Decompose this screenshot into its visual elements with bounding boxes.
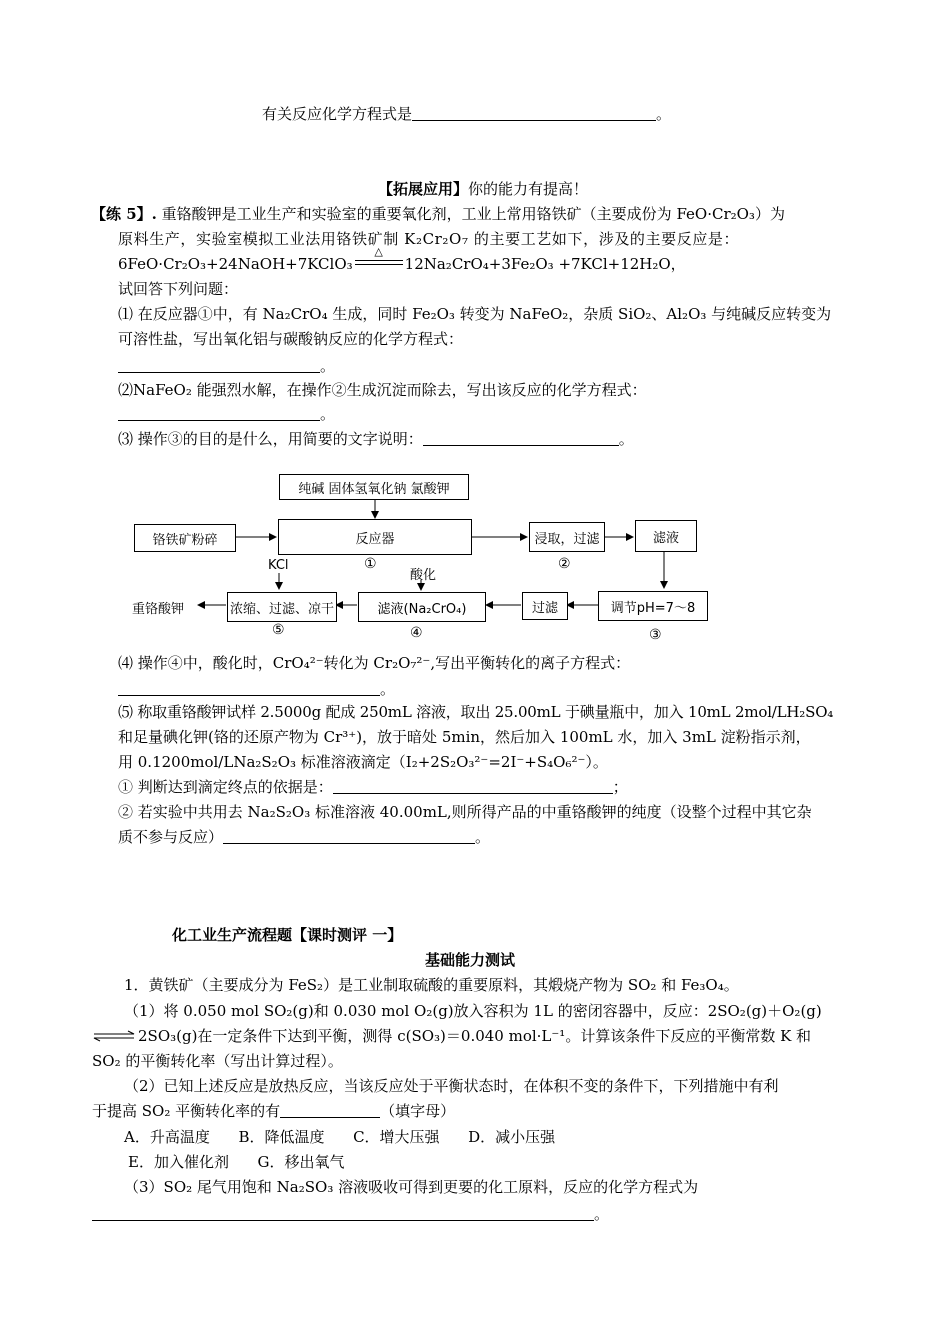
- intro-line-2: 原料生产，实验室模拟工业法用铬铁矿制 K₂Cr₂O₇ 的主要工艺如下，涉及的主要反应是：: [118, 230, 740, 248]
- heat-arrow: [353, 245, 405, 274]
- equation-prompt-line: [262, 104, 671, 124]
- test-subtitle: 基础能力测试: [425, 951, 516, 969]
- options-row-2: E．加入催化剂 G．移出氧气: [128, 1153, 345, 1171]
- q5-sub-2-line-2: [118, 827, 490, 847]
- equation-prompt: 有关反应化学方程式是: [262, 105, 413, 123]
- heat-condition: △: [374, 245, 383, 258]
- q5-line-1: ⑸ 称取重铬酸钾试样 2.5000g 配成 250mL 溶液，取出 25.00mL 于碘量瓶中，加入 10mL 2mol/LH₂SO₄: [118, 703, 834, 721]
- semicolon: ；: [612, 778, 628, 796]
- test-title: 化工业生产流程题【课时测评 一】: [172, 926, 403, 944]
- test-q1-part2-line-1: （2）已知上述反应是放热反应，当该反应处于平衡状态时，在体积不变的条件下，下列措施中有利: [124, 1077, 779, 1095]
- test-q1-part1-line-3: SO₂ 的平衡转化率（写出计算过程）。: [92, 1052, 343, 1070]
- reaction-left: 6FeO·Cr₂O₃+24NaOH+7KClO₃: [118, 255, 353, 273]
- filter-box: 过滤: [522, 592, 568, 620]
- step-1-marker: ①: [364, 556, 377, 572]
- test-q1-part3-line-1: （3）SO₂ 尾气用饱和 Na₂SO₃ 溶液吸收可得到更要的化工原料，反应的化学方程式为: [124, 1178, 699, 1196]
- q5-line-2: 和足量碘化钾(铬的还原产物为 Cr³⁺)，放于暗处 5min，然后加入 100mL 水，加入 3mL 淀粉指示剂，: [118, 728, 811, 746]
- q3-text: ⑶ 操作③的目的是什么，用简要的文字说明：: [118, 430, 423, 448]
- ore-box: 铬铁矿粉碎: [134, 524, 236, 552]
- q5-line-3: 用 0.1200mol/LNa₂S₂O₃ 标准溶液滴定（I₂+2S₂O₃²⁻=2I⁻+S₄O₆²⁻）。: [118, 753, 608, 771]
- reactor-box: 反应器: [278, 519, 472, 555]
- q2-line-1: ⑵NaFeO₂ 能强烈水解，在操作②生成沉淀而除去，写出该反应的化学方程式：: [118, 381, 647, 399]
- period: 。: [320, 357, 336, 375]
- heading-bold: 【拓展应用】: [378, 180, 469, 198]
- fill-letter-hint: （填字母）: [380, 1102, 456, 1120]
- raw-materials-box: 纯碱 固体氢氧化钠 氯酸钾: [279, 474, 469, 500]
- test-q1-part3-blank[interactable]: [92, 1205, 594, 1221]
- answer-blank[interactable]: [412, 105, 656, 121]
- q5-sub-1: [118, 777, 628, 797]
- test-q1-part1-line-1: （1）将 0.050 mol SO₂(g)和 0.030 mol O₂(g)放入容积为 1L 的密闭容器中，反应：2SO₂(g)＋O₂(g): [124, 1002, 822, 1020]
- section-heading: [378, 179, 588, 199]
- q5-sub2-blank[interactable]: [223, 828, 475, 844]
- concentrate-box: 浓缩、过滤、凉干: [227, 592, 337, 622]
- filtrate-chromate-box: 滤液(Na₂CrO₄): [358, 592, 486, 622]
- period: 。: [594, 1205, 610, 1223]
- q1-answer: [118, 356, 335, 376]
- options-row-1: A．升高温度 B．降低温度 C．增大压强 D．减小压强: [124, 1128, 556, 1146]
- test-q1-part1-line-2: [92, 1026, 811, 1047]
- period: 。: [320, 405, 336, 423]
- reaction-right: 12Na₂CrO₄+3Fe₂O₃ +7KCl+12H₂O，: [404, 255, 686, 273]
- q5-sub1-blank[interactable]: [333, 778, 613, 794]
- heading-rest: 你的能力有提高！: [468, 180, 589, 198]
- product-label: 重铬酸钾: [132, 602, 185, 617]
- q4-answer: [118, 679, 395, 699]
- acidify-label: 酸化: [410, 568, 437, 583]
- q1-line-2: 可溶性盐，写出氧化铝与碳酸钠反应的化学方程式：: [118, 330, 464, 348]
- step-2-marker: ②: [558, 556, 571, 572]
- test-q1-part3-answer: [92, 1204, 609, 1224]
- leach-box: 浸取，过滤: [529, 522, 605, 552]
- q4-blank[interactable]: [118, 680, 380, 696]
- q1-blank[interactable]: [118, 357, 320, 373]
- reaction-equation: [118, 245, 686, 274]
- equilibrium-arrow: [92, 1027, 138, 1047]
- q4-line-1: ⑷ 操作④中，酸化时，CrO₄²⁻转化为 Cr₂O₇²⁻,写出平衡转化的离子方程式：: [118, 654, 631, 672]
- test-q1-part2-blank[interactable]: [280, 1102, 380, 1118]
- exercise-label: 【练 5】.: [91, 205, 157, 223]
- ask-text: 试回答下列问题：: [118, 280, 239, 298]
- step-4-marker: ④: [410, 625, 423, 641]
- q3-blank[interactable]: [423, 430, 619, 446]
- q5-sub-2-line-1: ② 若实验中共用去 Na₂S₂O₃ 标准溶液 40.00mL,则所得产品的中重铬酸钾的纯度（设整个过程中其它杂: [118, 803, 812, 821]
- test-q1-part1-text-2: 2SO₃(g)在一定条件下达到平衡，测得 c(SO₃)＝0.040 mol·L⁻¹。计算该条件下反应的平衡常数 K 和: [138, 1027, 812, 1045]
- kcl-label: KCl: [268, 558, 289, 573]
- intro-line-1: [91, 204, 785, 224]
- q1-line-1: ⑴ 在反应器①中，有 Na₂CrO₄ 生成，同时 Fe₂O₃ 转变为 NaFeO₂，杂质 SiO₂、Al₂O₃ 与纯碱反应转变为: [118, 305, 832, 323]
- period: 。: [656, 105, 672, 123]
- step-5-marker: ⑤: [272, 622, 285, 638]
- q5-sub2-text: 质不参与反应）: [118, 828, 224, 846]
- period: 。: [380, 680, 396, 698]
- period: 。: [475, 828, 491, 846]
- q5-sub1-text: ① 判断达到滴定终点的依据是：: [118, 778, 333, 796]
- step-3-marker: ③: [649, 627, 662, 643]
- ph-adjust-box: 调节pH=7～8: [598, 591, 708, 621]
- q2-blank[interactable]: [118, 405, 320, 421]
- test-q1-part2-line-2: [92, 1101, 455, 1121]
- test-q1-part2-text: 于提高 SO₂ 平衡转化率的有: [92, 1102, 281, 1120]
- test-question-1: 1．黄铁矿（主要成分为 FeS₂）是工业制取硫酸的重要原料，其煅烧产物为 SO₂ 和 Fe₃O₄。: [124, 976, 739, 994]
- period: 。: [618, 430, 634, 448]
- q2-answer: [118, 404, 335, 424]
- intro-text-1: 重铬酸钾是工业生产和实验室的重要氧化剂，工业上常用铬铁矿（主要成份为 FeO·Cr₂O₃）为: [161, 205, 785, 223]
- filtrate-box: 滤液: [635, 520, 697, 552]
- q3-line: [118, 429, 634, 449]
